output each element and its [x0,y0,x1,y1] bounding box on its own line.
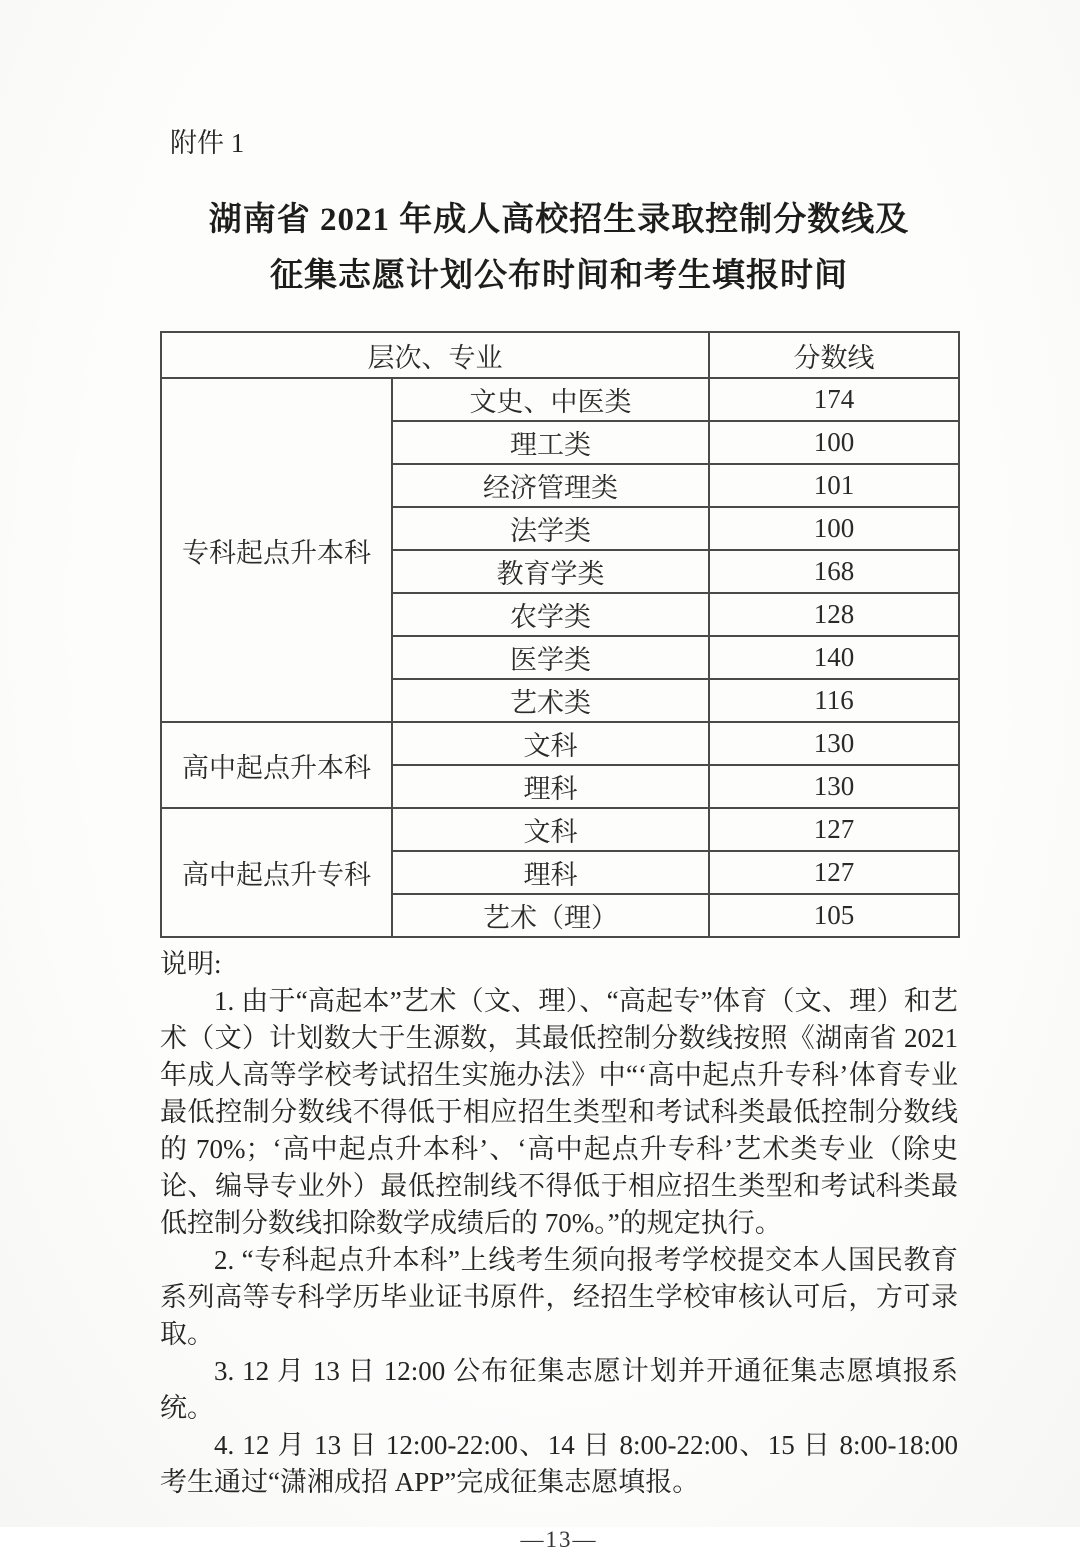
level-cell-zhuanke-sheng-benke: 专科起点升本科 [161,378,392,722]
attachment-label: 附件 1 [170,128,245,158]
level-cell-gaozhong-sheng-zhuanke: 高中起点升专科 [161,808,392,937]
score-cell: 105 [709,894,959,937]
score-cell: 101 [709,464,959,507]
category-cell: 文科 [392,722,709,765]
document-title-line2: 征集志愿计划公布时间和考生填报时间 [270,258,848,294]
score-cell: 100 [709,507,959,550]
category-cell: 法学类 [392,507,709,550]
table-row [161,722,959,765]
score-cell: 127 [709,851,959,894]
score-cell: 100 [709,421,959,464]
table-header-row [161,332,959,378]
header-score: 分数线 [709,332,959,378]
document-title [160,192,958,304]
score-cell: 140 [709,636,959,679]
score-cell: 168 [709,550,959,593]
category-cell: 文史、中医类 [392,378,709,421]
category-cell: 艺术类 [392,679,709,722]
table-row [161,808,959,851]
page-number: —13— [520,1527,598,1552]
score-cell: 128 [709,593,959,636]
header-level-major: 层次、专业 [161,332,709,378]
category-cell: 文科 [392,808,709,851]
category-cell: 理科 [392,765,709,808]
note-item-2: 2. “专科起点升本科”上线考生须向报考学校提交本人国民教育系列高等专科学历毕业证书原件，经招生学校审核认可后，方可录取。 [160,1245,958,1349]
category-cell: 艺术（理） [392,894,709,937]
category-cell: 理科 [392,851,709,894]
level-cell-gaozhong-sheng-benke: 高中起点升本科 [161,722,392,808]
score-cell: 127 [709,808,959,851]
notes-label: 说明: [160,949,222,979]
score-cell: 174 [709,378,959,421]
score-table [160,331,960,938]
score-cell: 130 [709,765,959,808]
category-cell: 教育学类 [392,550,709,593]
category-cell: 经济管理类 [392,464,709,507]
note-item-4: 4. 12 月 13 日 12:00-22:00、14 日 8:00-22:00、15 日 8:00-18:00 考生通过“潇湘成招 APP”完成征集志愿填报。 [160,1430,958,1497]
note-item-3: 3. 12 月 13 日 12:00 公布征集志愿计划并开通征集志愿填报系统。 [160,1356,958,1423]
category-cell: 医学类 [392,636,709,679]
note-item-1: 1. 由于“高起本”艺术（文、理）、“高起专”体育（文、理）和艺术（文）计划数大于生源数，其最低控制分数线按照《湖南省 2021 年成人高等学校考试招生实施办法》中“‘高中起点升专科’体育专业最低控制分数线不得低于相应招生类型和考试科类最低控制分数线的 70%；‘高中起点升本科’、‘高中起点升专科’艺术类专业（除史论、编导专业外）最低控制线不得低于相应招生类型和考试科类最低控制分数线扣除数学成绩后的 70%。”的规定执行。 [160,986,958,1238]
notes-section [160,946,958,1501]
category-cell: 农学类 [392,593,709,636]
table-row [161,378,959,421]
score-cell: 130 [709,722,959,765]
score-cell: 116 [709,679,959,722]
document-title-line1: 湖南省 2021 年成人高校招生录取控制分数线及 [208,202,910,238]
category-cell: 理工类 [392,421,709,464]
